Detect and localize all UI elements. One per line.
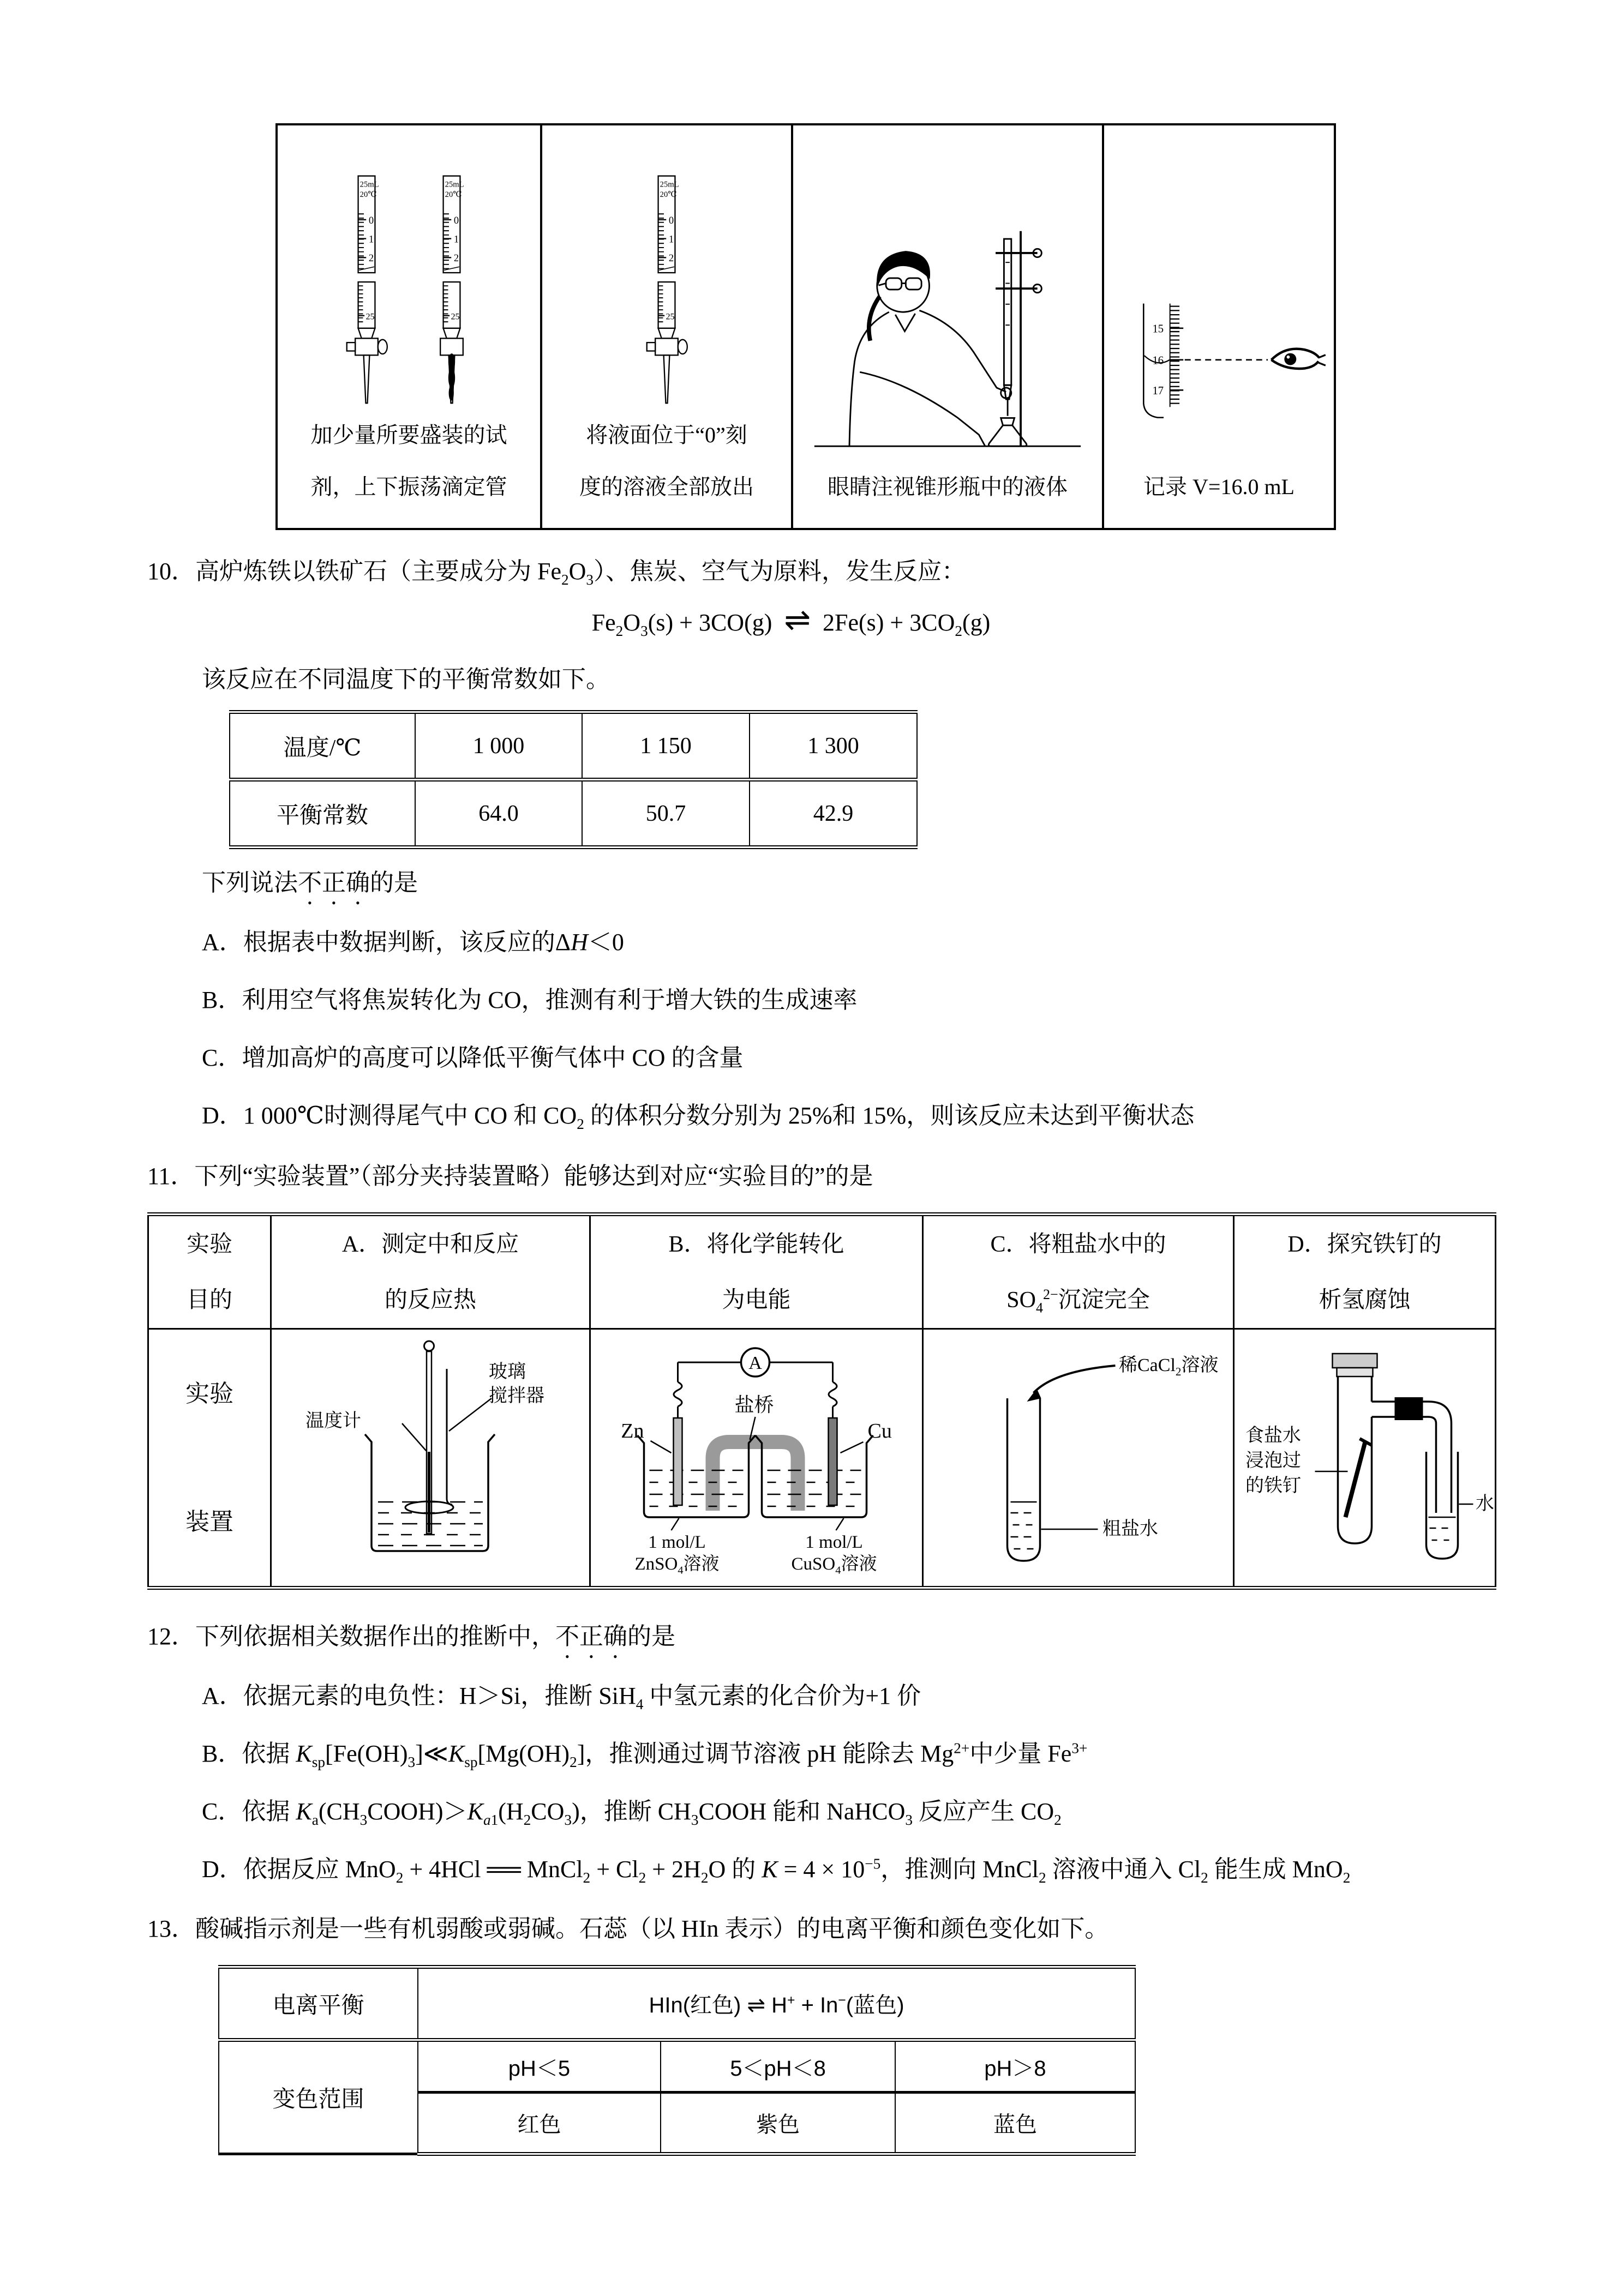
option-c: C．增加高炉的高度可以降低平衡气体中 CO 的含量: [202, 1044, 744, 1071]
svg-text:1: 1: [368, 234, 374, 245]
eye-pupil: [1284, 353, 1296, 365]
water-label: 水: [1476, 1494, 1494, 1514]
ph-range: pH＞8: [895, 2040, 1135, 2093]
ph-range: 5＜pH＜8: [661, 2040, 895, 2093]
girl-left-arm: [860, 372, 985, 446]
ionization-equilibrium: HIn(红色) ⇌ H+ + In−(蓝色): [418, 1967, 1135, 2040]
svg-text:25mL: 25mL: [660, 180, 679, 189]
purpose-d: D．探究铁钉的 析氢腐蚀: [1234, 1215, 1496, 1329]
svg-text:25: 25: [365, 311, 375, 322]
option-c: C．依据 $K_a(CH_3COOH)>K_{a1}(H_2CO_3)$，推断 $CH_3COOH$ 能和 NaHCO$_3$ 反应产生 $CO_2$: [202, 1798, 1062, 1828]
k-table-temp: 1 300: [750, 712, 917, 780]
indicator-color: 紫色: [661, 2093, 895, 2154]
k-table-value: 42.9: [750, 780, 917, 848]
meniscus-reading-illustration: [1104, 177, 1334, 461]
page-content: [0, 123, 1624, 2156]
device-row-label: 实验 装置: [148, 1329, 271, 1588]
svg-text:1: 1: [453, 234, 459, 245]
nail-label: 食盐水 浸泡过 的铁钉: [1245, 1426, 1301, 1496]
equation-lhs: $Fe_2O_3(s) + 3CO(g)$: [591, 609, 772, 639]
purpose-b: B．将化学能转化 为电能: [590, 1215, 923, 1329]
k-table-header-label: 温度/℃: [230, 712, 415, 780]
wire-coil: [829, 1382, 837, 1407]
glass-stirrer-rod: [447, 1369, 452, 1505]
procedure-table: [275, 123, 1336, 530]
device-c-cell: [923, 1329, 1234, 1588]
air-bubble-liquid: [448, 353, 454, 370]
color-range-row-label: 变色范围: [219, 2040, 418, 2154]
titration-illustration: [793, 177, 1102, 461]
procedure-cell-titrate: [792, 124, 1103, 529]
salt-bridge-label: 盐桥: [734, 1394, 774, 1416]
equilibrium-constant-table: [229, 710, 918, 849]
option-a: A．根据表中数据判断，该反应的ΔH＜0: [202, 929, 624, 955]
experiment-table: [147, 1212, 1496, 1590]
zinc-electrode: [674, 1418, 682, 1505]
procedure-caption: 将液面位于“0”刻 度的溶液全部放出: [579, 423, 754, 499]
svg-text:0: 0: [368, 215, 374, 226]
girl-right-arm: [919, 310, 1006, 392]
burette-illustration: [635, 173, 698, 409]
option-d: D．依据反应 MnO$_2$ + 4HCl ══ MnCl$_2$ + $Cl_2 + 2H_2O$ 的 $K = 4 \times 10^{-5}$，推测向 MnCl$_2$ 溶液中通入 $Cl_2$ 能生成 MnO$_2$: [202, 1855, 1351, 1886]
tube-connector: [1395, 1397, 1423, 1420]
collar: [895, 314, 915, 332]
k-table-temp: 1 000: [415, 712, 582, 780]
svg-text:1: 1: [668, 234, 674, 245]
svg-text:17: 17: [1152, 385, 1164, 398]
svg-text:25mL: 25mL: [359, 180, 379, 189]
svg-text:25: 25: [450, 311, 460, 322]
equilibrium-arrow-icon: ⇌: [784, 601, 811, 638]
svg-text:20℃: 20℃: [359, 190, 377, 200]
option-b: B．依据 $K_{sp}[Fe(OH)_3]≪K_{sp}[Mg(OH)_2]$，推测通过调节溶液 pH 能除去 $Mg^{2+}$中少量 $Fe^{3+}$: [202, 1740, 1088, 1770]
brine-label: 粗盐水: [1102, 1519, 1158, 1539]
galvanic-cell-illustration: [591, 1337, 922, 1578]
question-10-note: 该反应在不同温度下的平衡常数如下。: [202, 666, 610, 693]
delivery-tube-inner: [1429, 1417, 1436, 1513]
stopcock: [355, 338, 378, 355]
thermometer-pointer-line: [402, 1423, 426, 1451]
device-a-cell: [271, 1329, 590, 1588]
question-10-stem: 10．高炉炼铁以铁矿石（主要成分为 $Fe_2O_3$）、焦炭、空气为原料，发生反应：: [147, 558, 966, 588]
option-a: A．依据元素的电负性：H＞Si，推断 SiH$_4$ 中氢元素的化合价为+1 价: [202, 1682, 921, 1712]
salt-bridge: [713, 1442, 798, 1511]
question-12-options: [202, 1667, 1544, 1898]
svg-text:2: 2: [453, 253, 459, 265]
svg-text:15: 15: [1152, 323, 1164, 335]
question-12-stem: 12．下列依据相关数据作出的推断中，不正确的是: [147, 1623, 675, 1650]
procedure-caption: 记录 V=16.0 mL: [1143, 474, 1295, 499]
svg-text:16: 16: [1152, 354, 1164, 367]
indicator-color: 红色: [418, 2093, 661, 2154]
procedure-caption: 加少量所要盛装的试 剂，上下振荡滴定管: [310, 423, 507, 499]
pour-arrow: [1034, 1366, 1116, 1393]
procedure-cell-rinse: [277, 124, 541, 529]
rubber-stopper: [1333, 1354, 1377, 1368]
stirrer-pointer-line: [449, 1398, 492, 1431]
large-test-tube: [1338, 1377, 1372, 1543]
question-13-stem: 13．酸碱指示剂是一些有机弱酸或弱碱。石蕊（以 HIn 表示）的电离平衡和颜色变化如下。: [147, 1915, 1109, 1942]
flask-neck: [1001, 418, 1015, 425]
svg-text:0: 0: [453, 215, 459, 226]
k-table-value: 64.0: [415, 780, 582, 848]
two-burettes-illustration: [278, 125, 540, 409]
equation-rhs: $2Fe(s) + 3CO_2(g)$: [823, 609, 991, 639]
indicator-table: [218, 1965, 1136, 2156]
ph-range: pH＜5: [418, 2040, 661, 2093]
zinc-solution-label: 1 mol/L ZnSO$_4$溶液: [634, 1532, 720, 1577]
indicator-color: 蓝色: [895, 2093, 1135, 2154]
procedure-caption: 眼睛注视锥形瓶中的液体: [828, 474, 1068, 499]
calorimetry-illustration: [272, 1337, 589, 1578]
option-d: D．1 000℃时测得尾气中 CO 和 $CO_2$ 的体积分数分别为 25%和 15%，则该反应未达到平衡状态: [202, 1102, 1195, 1132]
copper-label: Cu: [867, 1420, 892, 1442]
svg-text:2: 2: [368, 253, 374, 265]
copper-electrode: [829, 1418, 837, 1505]
wire-coil: [674, 1382, 682, 1407]
question-10-substem: 下列说法不正确的是: [202, 869, 418, 896]
stopcock: [655, 338, 678, 355]
svg-text:2: 2: [668, 253, 674, 265]
precipitation-illustration: [924, 1337, 1233, 1578]
option-b: B．利用空气将焦炭转化为 CO，推测有利于增大铁的生成速率: [202, 987, 858, 1013]
corrosion-illustration: [1235, 1337, 1495, 1578]
small-test-tube: [1427, 1452, 1458, 1559]
svg-text:25: 25: [666, 311, 675, 322]
purpose-a: A．测定中和反应 的反应热: [271, 1215, 590, 1329]
cacl2-label: 稀CaCl$_2$溶液: [1119, 1355, 1219, 1378]
iron-nail: [1346, 1442, 1365, 1517]
purpose-row-label: 实验 目的: [148, 1215, 271, 1329]
question-10-options: [202, 913, 1544, 1145]
purpose-c: C．将粗盐水中的 $SO_4^{2-}$沉淀完全: [923, 1215, 1234, 1329]
svg-text:0: 0: [668, 215, 674, 226]
burette-illustration: [335, 173, 398, 409]
svg-text:20℃: 20℃: [445, 190, 462, 200]
svg-text:A: A: [748, 1353, 762, 1373]
device-d-cell: [1234, 1329, 1496, 1588]
procedure-cell-drain: [541, 124, 792, 529]
zinc-label: Zn: [621, 1420, 644, 1442]
k-table-value: 50.7: [582, 780, 750, 848]
svg-text:20℃: 20℃: [660, 190, 677, 200]
question-11-stem: 11．下列“实验装置”（部分夹持装置略）能够达到对应“实验目的”的是: [147, 1163, 873, 1189]
stirrer-label: 玻璃 搅拌器: [489, 1362, 544, 1406]
device-b-cell: [590, 1329, 923, 1588]
burette-with-liquid-illustration: [420, 173, 483, 409]
k-table-row-label: 平衡常数: [230, 780, 415, 848]
ionization-row-label: 电离平衡: [219, 1967, 418, 2040]
goggles: [886, 278, 902, 290]
procedure-cell-record: [1103, 124, 1335, 529]
burette-on-stand: [1004, 239, 1011, 385]
single-burette-illustration: [542, 125, 791, 409]
svg-text:25mL: 25mL: [445, 180, 464, 189]
stopcock: [440, 338, 463, 355]
k-table-temp: 1 150: [582, 712, 750, 780]
copper-solution-label: 1 mol/L CuSO$_4$溶液: [791, 1532, 877, 1577]
thermometer-label: 温度计: [305, 1411, 361, 1431]
